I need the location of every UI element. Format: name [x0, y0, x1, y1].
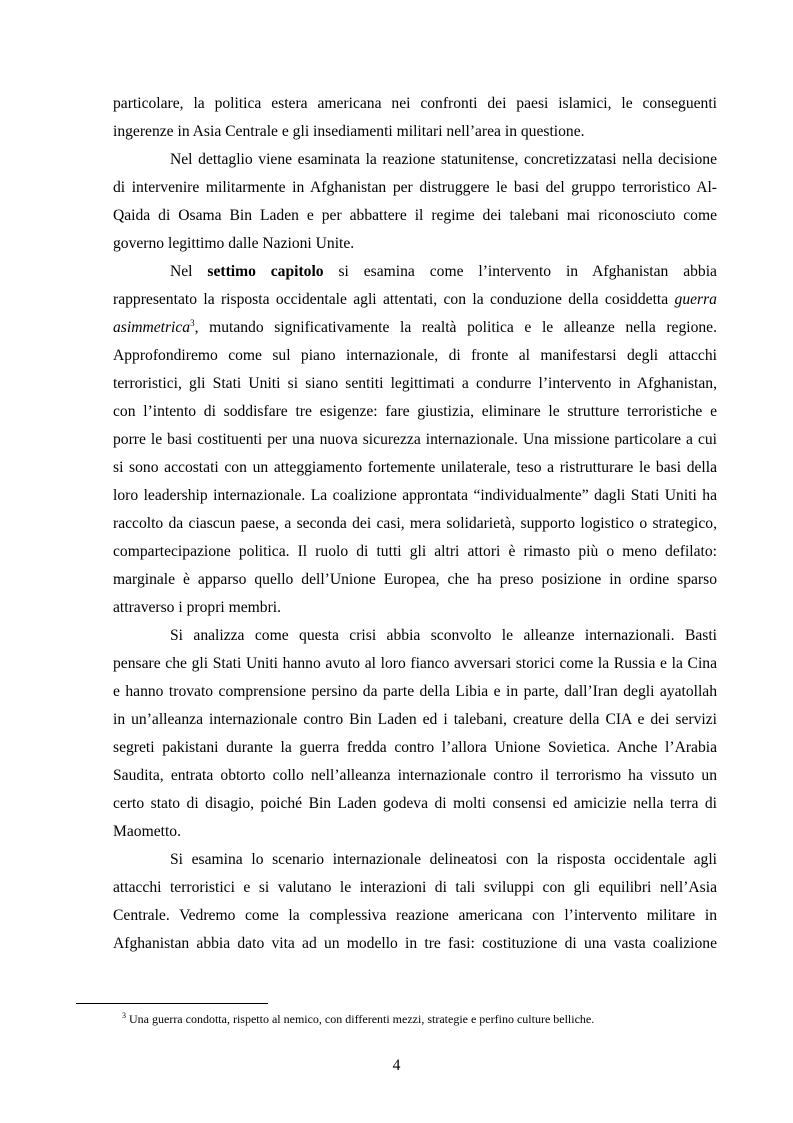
text-line: Centrale. Vedremo come la complessiva reazione americana con l’intervento militare in	[113, 907, 717, 924]
text-line: Nel dettaglio viene esaminata la reazione statunitense, concretizzatasi nella decisione	[170, 151, 717, 168]
text-line: Qaida di Osama Bin Laden e per abbattere il regime dei talebani mai riconosciuto come	[113, 207, 717, 224]
text-line: ingerenze in Asia Centrale e gli insediamenti militari nell’area in questione.	[113, 123, 585, 140]
page-body	[113, 90, 717, 958]
text-line: compartecipazione politica. Il ruolo di tutti gli altri attori è rimasto più o meno defilato:	[113, 543, 717, 560]
text-line: attraverso i propri membri.	[113, 599, 282, 616]
italic-term: guerra	[674, 291, 717, 308]
footnote	[122, 1011, 594, 1027]
text-line: Saudita, entrata obtorto collo nell’alleanza internazionale contro il terrorismo ha vissuto un	[113, 767, 717, 784]
footnote-reference[interactable]: 3	[190, 317, 195, 328]
text-line: in un’alleanza internazionale contro Bin Laden ed i talebani, creature della CIA e dei servizi	[113, 711, 717, 728]
text-line	[113, 258, 717, 286]
text-line: di intervenire militarmente in Afghanistan per distruggere le basi del gruppo terroristico Al-	[113, 179, 717, 196]
text-line: marginale è apparso quello dell’Unione Europea, che ha preso posizione in ordine sparso	[113, 571, 717, 588]
text-run: rappresentato la risposta occidentale agli attentati, con la conduzione della cosiddetta	[113, 291, 669, 308]
text-line: Afghanistan abbia dato vita ad un modello in tre fasi: costituzione di una vasta coalizione	[113, 935, 717, 952]
text-line: particolare, la politica estera americana nei confronti dei paesi islamici, le conseguenti	[113, 95, 717, 112]
text-line: pensare che gli Stati Uniti hanno avuto al loro fianco avversari storici come la Russia e la Cina	[113, 655, 717, 672]
text-run: Nel	[170, 263, 193, 280]
text-line: si sono accostati con un atteggiamento fortemente unilaterale, teso a ristrutturare le basi della	[113, 459, 717, 476]
text-line: loro leadership internazionale. La coalizione approntata “individualmente” dagli Stati Uniti ha	[113, 487, 717, 504]
text-line: segreti pakistani durante la guerra fredda contro l’allora Unione Sovietica. Anche l’Arabia	[113, 739, 717, 756]
text-line: Maometto.	[113, 823, 181, 840]
text-line: certo stato di disagio, poiché Bin Laden godeva di molti consensi ed amicizie nella terra di	[113, 795, 717, 812]
text-line: con l’intento di soddisfare tre esigenze: fare giustizia, eliminare le strutture terroristiche e	[113, 403, 717, 420]
chapter-reference: settimo capitolo	[207, 263, 324, 280]
text-line: terroristici, gli Stati Uniti si siano sentiti legittimati a condurre l’intervento in Afghanistan,	[113, 375, 717, 392]
text-line: governo legittimo dalle Nazioni Unite.	[113, 235, 355, 252]
page-number: 4	[392, 1057, 401, 1074]
text-line	[113, 286, 717, 314]
footnote-mark: 3	[122, 1011, 126, 1020]
text-line: porre le basi costituenti per una nuova sicurezza internazionale. Una missione particolare a cui	[113, 431, 717, 448]
text-line: attacchi terroristici e si valutano le interazioni di tali sviluppi con gli equilibri nell’Asia	[113, 879, 717, 896]
footnote-text: Una guerra condotta, rispetto al nemico, con differenti mezzi, strategie e perfino culture belliche.	[129, 1012, 595, 1026]
footnote-separator	[76, 1003, 268, 1004]
text-run: , mutando significativamente la realtà politica e le alleanze nella regione.	[194, 319, 717, 336]
text-line: Si esamina lo scenario internazionale delineatosi con la risposta occidentale agli	[170, 851, 717, 868]
italic-term: asimmetrica	[113, 319, 191, 336]
text-line: e hanno trovato comprensione persino da parte della Libia e in parte, dall’Iran degli ayatollah	[113, 683, 717, 700]
text-run: si esamina come l’intervento in Afghanistan abbia	[338, 263, 717, 280]
text-line	[113, 314, 717, 342]
text-line: raccolto da ciascun paese, a seconda dei casi, mera solidarietà, supporto logistico o strategico,	[113, 515, 717, 532]
text-line: Si analizza come questa crisi abbia sconvolto le alleanze internazionali. Basti	[170, 627, 717, 644]
text-line: Approfondiremo come sul piano internazionale, di fronte al manifestarsi degli attacchi	[113, 347, 717, 364]
